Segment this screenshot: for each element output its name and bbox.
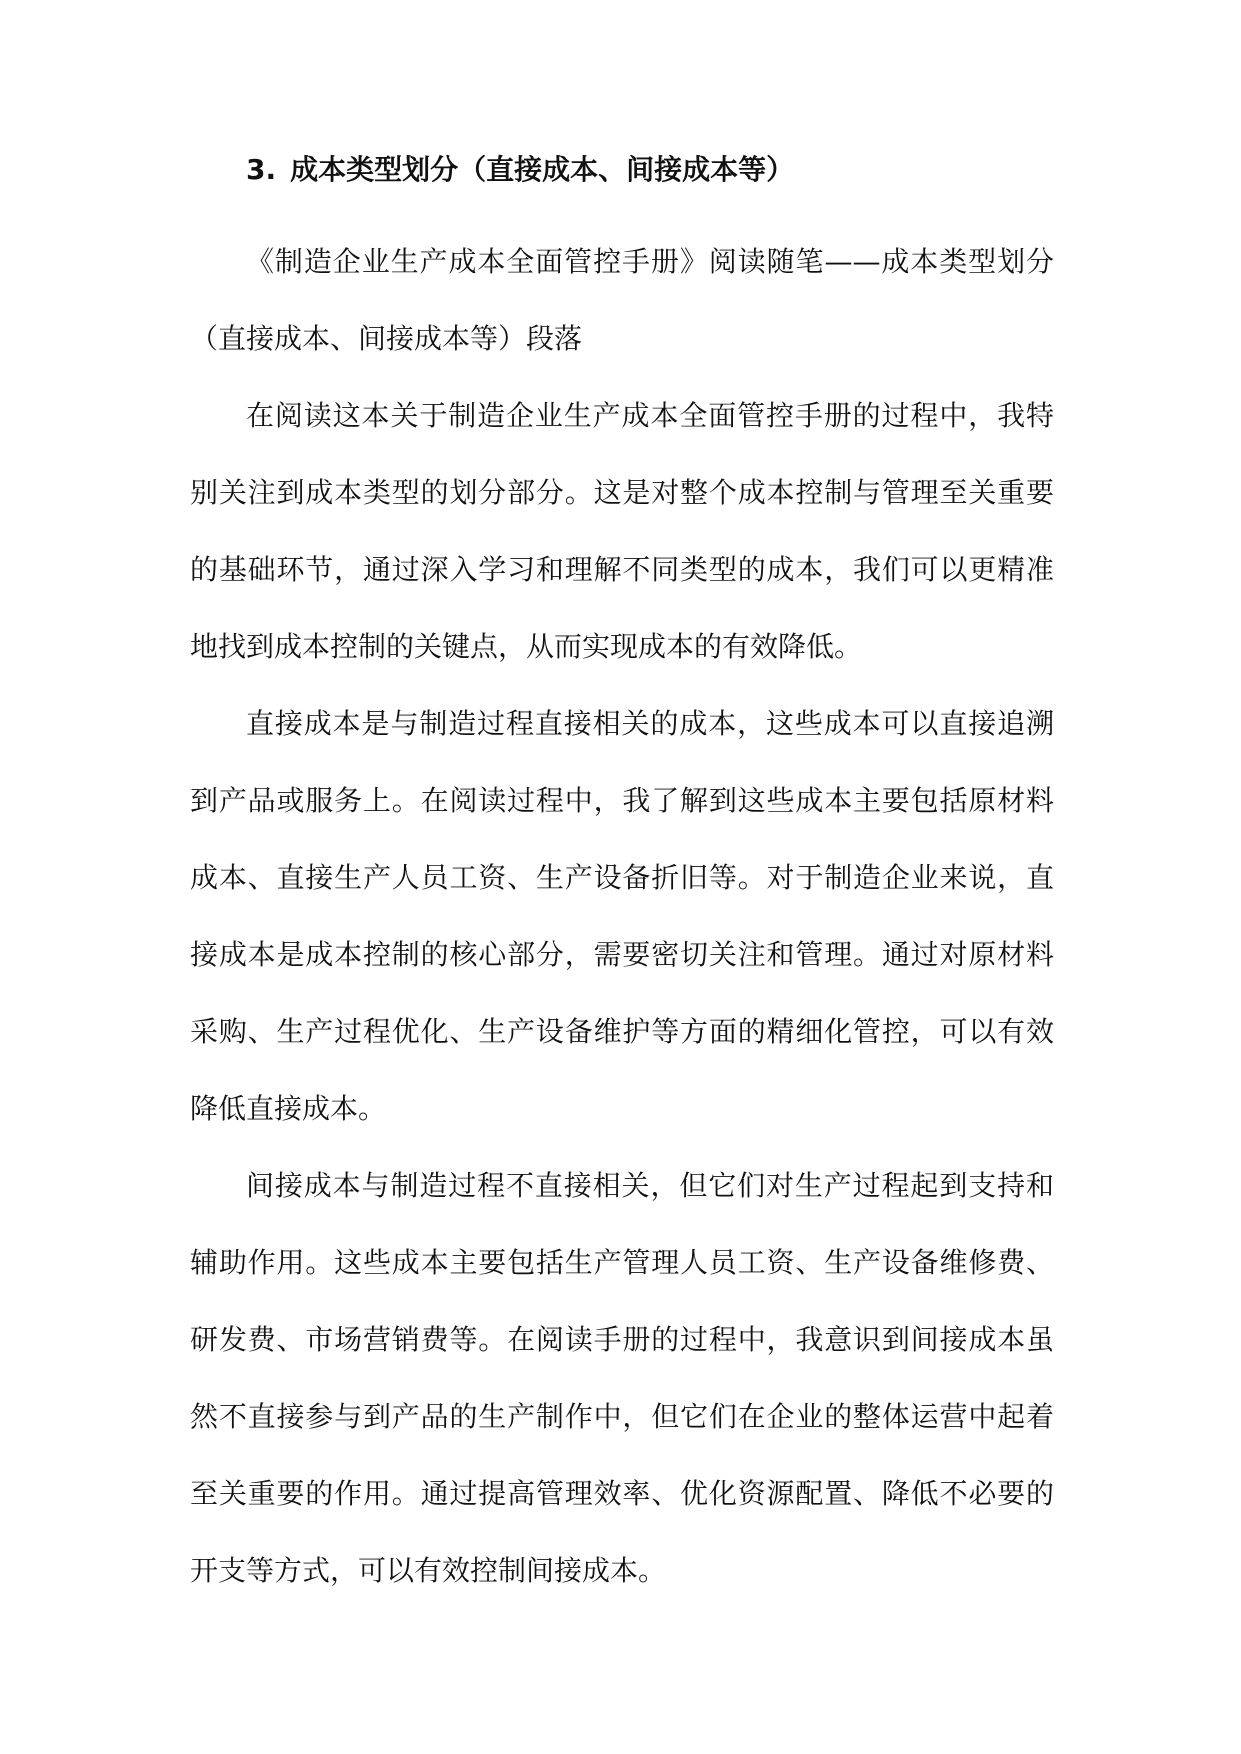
paragraph-indirect-cost: 间接成本与制造过程不直接相关，但它们对生产过程起到支持和辅助作用。这些成本主要包括生产管理人员工资、生产设备维修费、研发费、市场营销费等。在阅读手册的过程中，我意识到间接成本虽然不直接参与到产品的生产制作中，但它们在企业的整体运营中起着至关重要的作用。通过提高管理效率、优化资源配置、降低不必要的开支等方式，可以有效控制间接成本。 — [190, 1169, 1054, 1587]
body-text — [190, 223, 1054, 1609]
section-title: 成本类型划分（直接成本、间接成本等） — [290, 153, 795, 186]
paragraph-direct-cost: 直接成本是与制造过程直接相关的成本，这些成本可以直接追溯到产品或服务上。在阅读过程中，我了解到这些成本主要包括原材料成本、直接生产人员工资、生产设备折旧等。对于制造企业来说，直接成本是成本控制的核心部分，需要密切关注和管理。通过对原材料采购、生产过程优化、生产设备维护等方面的精细化管控，可以有效降低直接成本。 — [190, 707, 1054, 1125]
section-heading — [246, 150, 1146, 190]
paragraph-overview: 在阅读这本关于制造企业生产成本全面管控手册的过程中，我特别关注到成本类型的划分部分。这是对整个成本控制与管理至关重要的基础环节，通过深入学习和理解不同类型的成本，我们可以更精准地找到成本控制的关键点，从而实现成本的有效降低。 — [190, 399, 1054, 663]
section-number: 3. — [246, 153, 277, 186]
paragraph-intro: 《制造企业生产成本全面管控手册》阅读随笔——成本类型划分（直接成本、间接成本等）段落 — [190, 245, 1054, 355]
